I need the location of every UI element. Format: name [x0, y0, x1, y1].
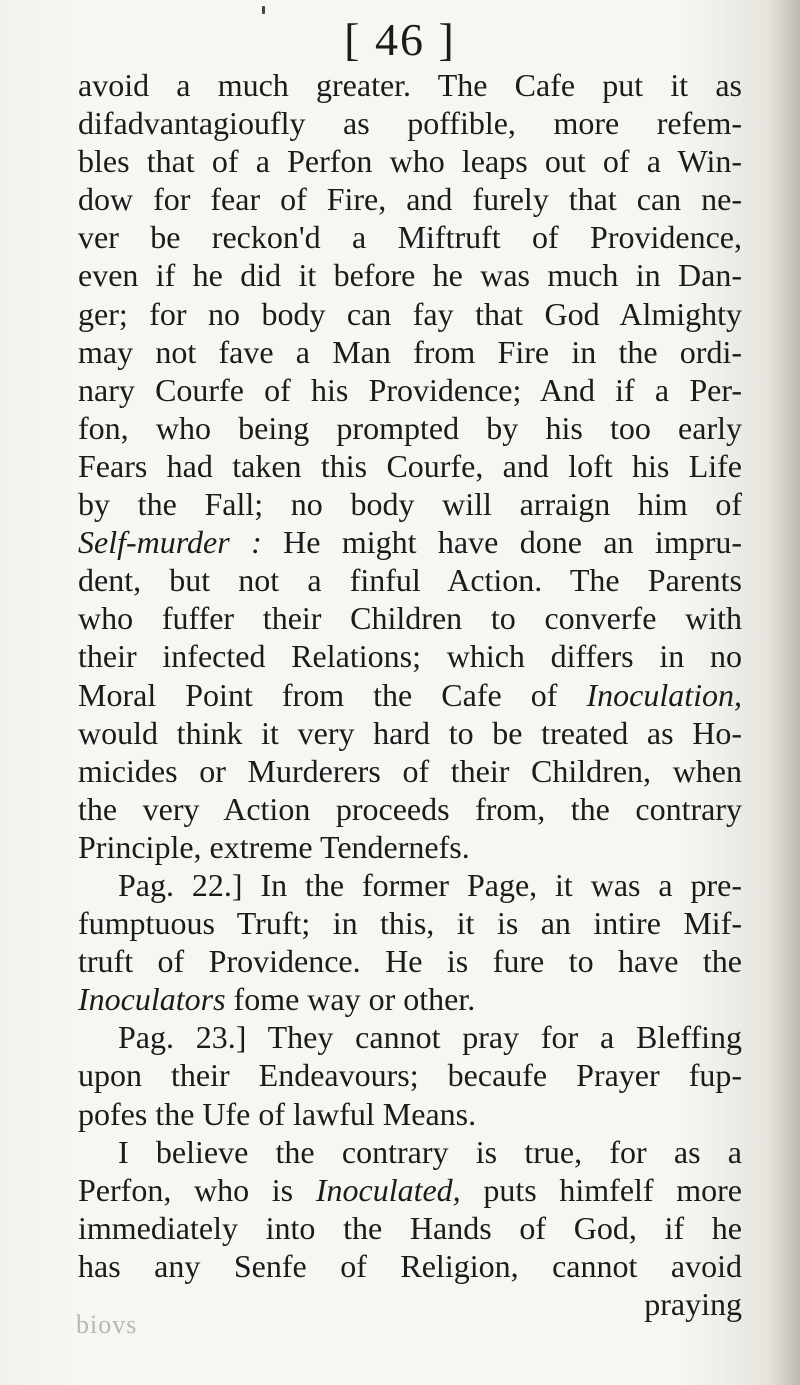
text-run: their infected Relations; which differs in no [78, 638, 742, 675]
text-line [78, 256, 742, 294]
text-line [78, 904, 742, 942]
text-line [78, 295, 742, 333]
text-line [78, 66, 742, 104]
text-run: would think it very hard to be treated as Ho- [78, 714, 742, 751]
text-run: Moral Point from the Cafe of [78, 676, 587, 713]
text-line [78, 409, 742, 447]
text-run: has any Senfe of Religion, cannot avoid [78, 1247, 742, 1284]
text-run: immediately into the Hands of God, if he [78, 1209, 742, 1246]
text-line [78, 371, 742, 409]
text-line [78, 1056, 742, 1094]
text-line [78, 676, 742, 714]
text-line [78, 561, 742, 599]
text-run: fome way or other. [225, 981, 476, 1018]
text-line [78, 1247, 742, 1285]
bleed-through-text: biovs [76, 1310, 138, 1339]
text-line [78, 523, 742, 561]
text-run: micides or Murderers of their Children, when [78, 752, 742, 789]
text-run: puts himfelf more [460, 1171, 742, 1208]
text-run: avoid a much greater. The Cafe put it as [78, 67, 742, 103]
text-run: who fuffer their Children to converfe with [78, 600, 742, 637]
text-line [78, 447, 742, 485]
text-line [78, 1133, 742, 1171]
text-run: He might have done an impru- [261, 524, 742, 561]
text-line [78, 752, 742, 790]
text-line [78, 637, 742, 675]
text-run: Pag. 22.] In the former Page, it was a pre- [118, 866, 742, 903]
italic-text: Inoculated, [315, 1171, 461, 1208]
text-line [78, 142, 742, 180]
text-run: nary Courfe of his Providence; And if a Per- [78, 371, 742, 408]
text-line [78, 1095, 742, 1133]
text-run: dent, but not a finful Action. The Parents [78, 562, 742, 599]
text-run: the very Action proceeds from, the contrary [78, 790, 742, 827]
text-run: bles that of a Perfon who leaps out of a Win- [78, 143, 742, 180]
text-run: pofes the Ufe of lawful Means. [78, 1095, 477, 1132]
text-run: upon their Endeavours; becaufe Prayer fup- [78, 1057, 742, 1094]
text-run: fon, who being prompted by his too early [78, 409, 742, 446]
text-run: praying [644, 1286, 742, 1322]
text-line [78, 714, 742, 752]
text-line [78, 599, 742, 637]
italic-text: Self-murder : [78, 524, 262, 561]
text-line [78, 1018, 742, 1056]
text-line [78, 1209, 742, 1247]
text-line [78, 828, 742, 866]
text-line [78, 790, 742, 828]
text-run: difadvantagioufly as poffible, more refem- [78, 105, 742, 142]
italic-text: Inoculation, [586, 676, 742, 713]
text-run: Principle, extreme Tendernefs. [78, 828, 470, 865]
text-run: I believe the contrary is true, for as a [118, 1133, 742, 1170]
italic-text: Inoculators [78, 981, 226, 1018]
text-run: may not fave a Man from Fire in the ordi- [78, 333, 742, 370]
text-line [78, 980, 742, 1018]
text-run: Pag. 23.] They cannot pray for a Bleffing [118, 1019, 742, 1056]
text-line [78, 485, 742, 523]
text-run: Fears had taken this Courfe, and loft his Life [78, 447, 742, 484]
text-run: Perfon, who is [78, 1171, 316, 1208]
text-run: by the Fall; no body will arraign him of [78, 486, 742, 523]
text-run: even if he did it before he was much in Dan- [78, 257, 742, 294]
text-run: ger; for no body can fay that God Almighty [78, 295, 742, 332]
page-text-block [78, 66, 742, 1323]
text-run: ver be reckon'd a Miftruft of Providence, [78, 219, 742, 256]
page-number: [ 46 ] [344, 14, 456, 65]
text-run: truft of Providence. He is fure to have the [78, 943, 742, 980]
text-line [78, 942, 742, 980]
text-line [78, 218, 742, 256]
text-line [78, 333, 742, 371]
text-line [78, 104, 742, 142]
text-line [78, 866, 742, 904]
text-line [78, 180, 742, 218]
text-line [78, 1171, 742, 1209]
text-line [78, 1285, 742, 1323]
text-run: fumptuous Truft; in this, it is an intire Mif- [78, 905, 742, 942]
text-run: dow for fear of Fire, and furely that can ne- [78, 181, 742, 218]
